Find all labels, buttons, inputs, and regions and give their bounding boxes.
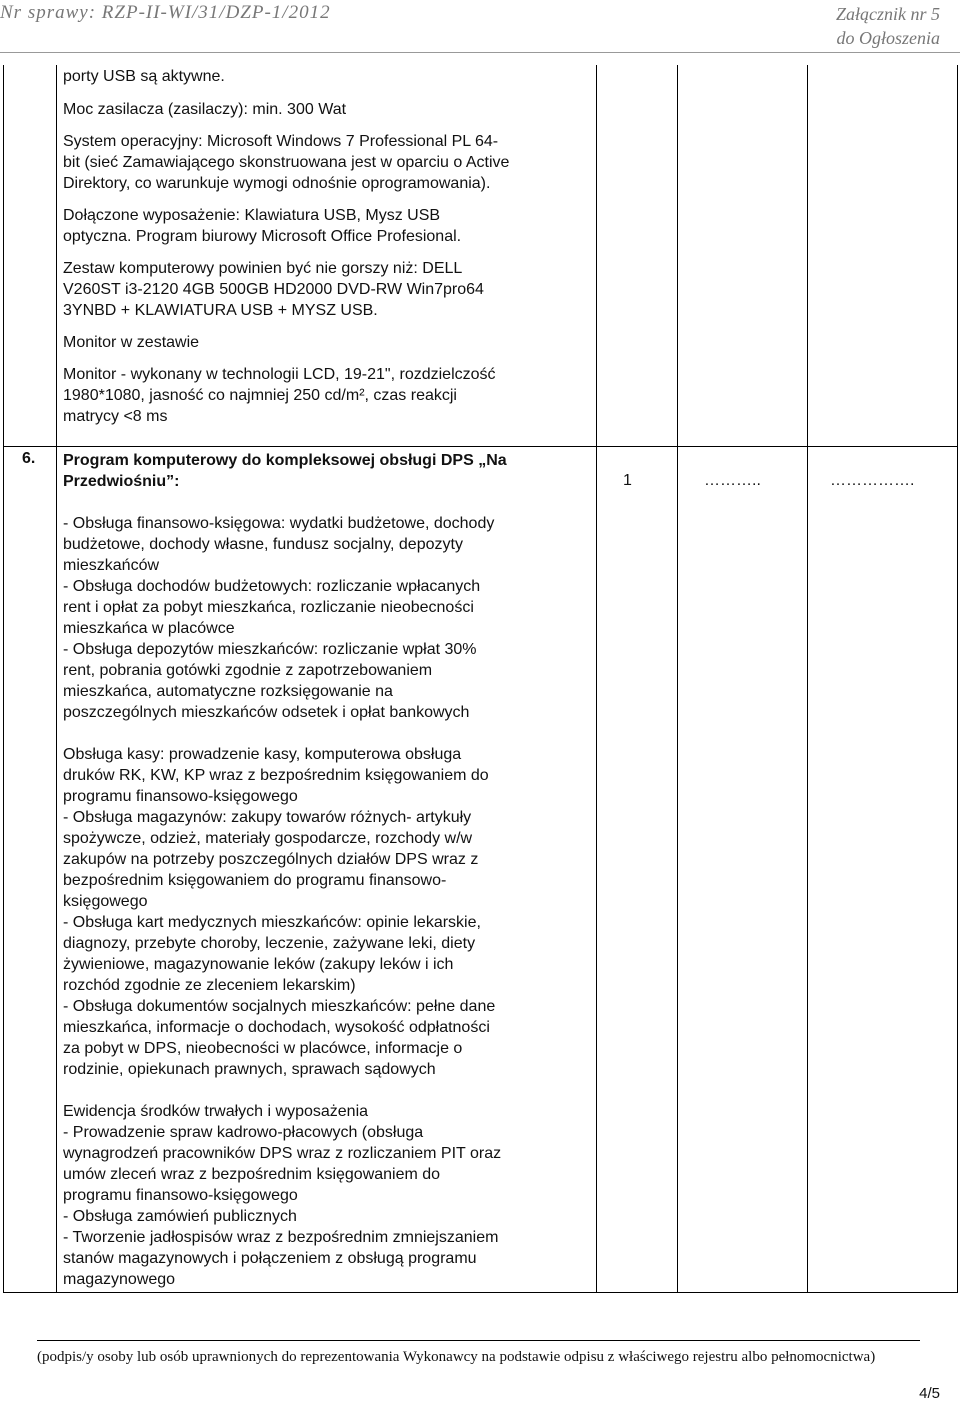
header-divider: [0, 52, 960, 53]
spec-monitor-details: Monitor - wykonany w technologii LCD, 19-21", rozdzielczość 1980*1080, jasność co najmniej 250 cd/m², czas reakcji matrycy <8 ms: [63, 366, 496, 425]
item-quantity: 1: [623, 472, 632, 489]
spec-reference-model: Zestaw komputerowy powinien być nie gorszy niż: DELL V260ST i3-2120 4GB 500GB HD2000 DVD-RW Win7pro64 3YNBD + KLAWIATURA USB + MYSZ USB.: [63, 260, 484, 319]
item-unit-price: ………..: [704, 472, 761, 489]
col-divider-4: [807, 65, 808, 1292]
attachment-label: [836, 2, 940, 50]
item-description: [63, 513, 583, 1290]
spec-usb-ports: porty USB są aktywne.: [63, 68, 225, 85]
attachment-note: do Ogłoszenia: [836, 28, 940, 48]
description-assets-hr: Ewidencja środków trwałych i wyposażenia - Prowadzenie spraw kadrowo-płacowych (obsługa wynagrodzeń pracowników DPS wraz z rozliczaniem PIT oraz umów zleceń wraz z bezpośrednim księgowaniem do programu finansowo-księgowego - Obsługa zamówień publicznych - Tworzenie jadłospisów wraz z bezpośrednim zmniejszaniem stanów magazynowych i połączeniem z obsługą programu magazynowego: [63, 1103, 502, 1288]
description-cash-warehouse: Obsługa kasy: prowadzenie kasy, komputerowa obsługa druków RK, KW, KP wraz z bezpośrednim księgowaniem do programu finansowo-księgowego - Obsługa magazynów: zakupy towarów różnych- artykuły spożywcze, odzież, materiały gospodarcze, rozchody w/w zakupów na potrzeby poszczególnych działów DPS wraz z bezpośrednim księgowaniem do programu finansowo- księgowego - Obsługa kart medycznych mieszkańców: opinie lekarskie, diagnozy, przebyte choroby, leczenie, zażywane leki, diety żywieniowe, magazynowanie leków (zakupy leków i ich rozchód zgodnie ze zleceniem lekarskim) - Obsługa dokumentów socjalnych mieszkańców: pełne dane mieszkańca, informacje o dochodach, wysokość odpłatności za pobyt w DPS, nieobecności w placówce, informacje o rodzinie, opiekunach prawnych, sprawach sądowych: [63, 746, 496, 1078]
page-number: 4/5: [919, 1385, 940, 1402]
item-number: 6.: [22, 450, 36, 467]
description-finance: - Obsługa finansowo-księgowa: wydatki budżetowe, dochody budżetowe, dochody własne, fundusz socjalny, depozyty mieszkańców - Obsługa dochodów budżetowych: rozliczanie wpłacanych rent i opłat za pobyt mieszkańca, rozliczanie nieobecności mieszkańca w placówce - Obsługa depozytów mieszkańców: rozliczanie wpłat 30% rent, pobrania gotówki zgodnie z zapotrzebowaniem mieszkańca, automatyczne rozksięgowanie na poszczególnych mieszkańców odsetek i opłat bankowych: [63, 515, 495, 721]
row-divider: [4, 446, 957, 447]
attachment-number: Załącznik nr 5: [835, 4, 940, 24]
col-divider-3: [677, 65, 678, 1292]
item-total-price: …………….: [830, 472, 915, 489]
spec-operating-system: System operacyjny: Microsoft Windows 7 Professional PL 64- bit (sieć Zamawiającego skonstruowana jest w oparciu o Active Direktory, co warunkuje wymogi odnośnie oprogramowania).: [63, 133, 510, 192]
col-divider-1: [56, 65, 57, 1292]
spec-power-supply: Moc zasilacza (zasilaczy): min. 300 Wat: [63, 101, 347, 118]
case-number: Nr sprawy: RZP-II-WI/31/DZP-1/2012: [0, 2, 331, 23]
page-header: [0, 0, 960, 60]
spec-monitor-heading: Monitor w zestawie: [63, 334, 200, 351]
signature-note: (podpis/y osoby lub osób uprawnionych do reprezentowania Wykonawcy na podstawie odpisu z właściwego rejestru albo pełnomocnictwa): [37, 1349, 876, 1365]
col-divider-2: [596, 65, 597, 1292]
spec-accessories: Dołączone wyposażenie: Klawiatura USB, Mysz USB optyczna. Program biurowy Microsoft Office Profesional.: [63, 207, 462, 245]
item-title: Program komputerowy do kompleksowej obsługi DPS „Na Przedwiośniu”:: [63, 452, 507, 490]
continuation-cell: [63, 66, 583, 427]
signature-line: [37, 1340, 920, 1341]
